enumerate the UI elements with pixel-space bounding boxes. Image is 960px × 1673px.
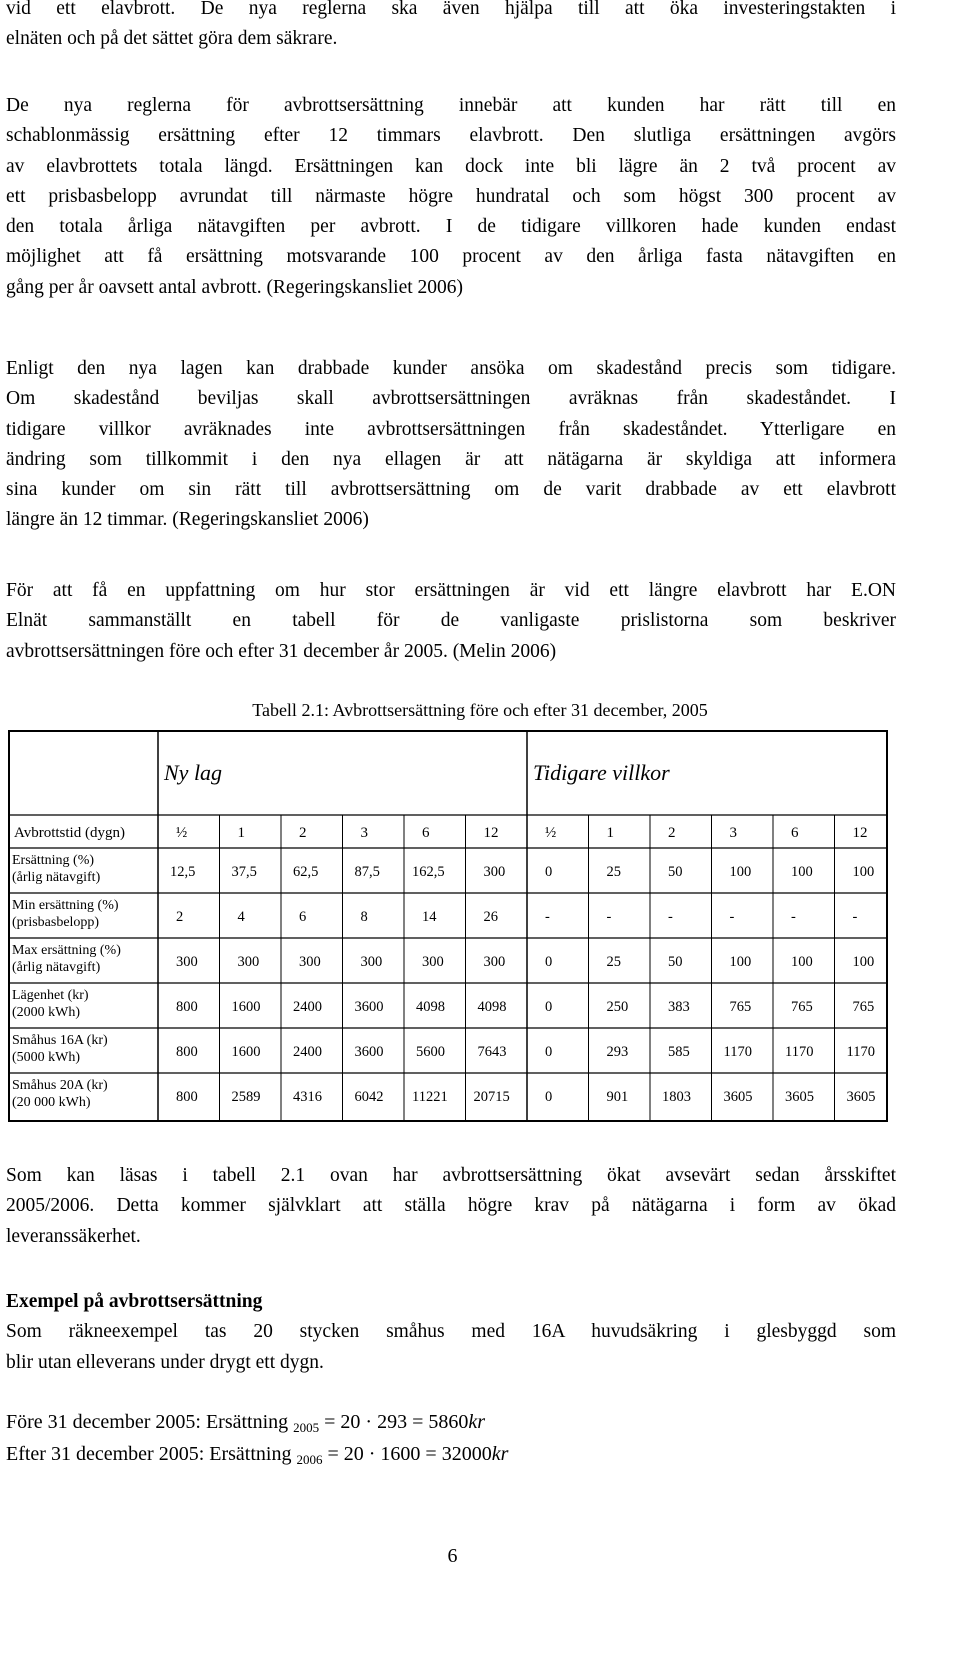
table-cell: 300 xyxy=(483,864,506,880)
table-cell: 5600 xyxy=(416,1044,445,1060)
text-line: gång per år oavsett antal avbrott. (Regeringskansliet 2006) xyxy=(6,276,464,298)
paragraph-3 xyxy=(6,354,896,536)
table-cell: 8 xyxy=(360,909,368,925)
formula-before xyxy=(6,1411,485,1436)
table-cell: 1803 xyxy=(662,1089,691,1105)
table-cell: 3605 xyxy=(723,1089,753,1105)
row-label: Min ersättning (%) xyxy=(12,898,119,913)
table-cell: 3605 xyxy=(785,1089,814,1105)
table-caption: Tabell 2.1: Avbrottsersättning före och efter 31 december, 2005 xyxy=(252,700,708,720)
table-cell: 300 xyxy=(237,954,260,970)
column-header: 1 xyxy=(606,825,614,841)
text-line: Om skadestånd beviljas skall avbrottsersättningen avräknas från skadeståndet. I xyxy=(6,388,896,410)
text-line: avbrottsersättningen före och efter 31 december år 2005. (Melin 2006) xyxy=(6,640,557,662)
table-cell: 162,5 xyxy=(412,864,445,880)
table-cell: 300 xyxy=(483,954,506,970)
section-heading: Exempel på avbrottsersättning xyxy=(6,1291,263,1312)
table-cell: 6042 xyxy=(354,1089,384,1105)
table-cell: 800 xyxy=(176,999,198,1015)
table-cell: 50 xyxy=(668,954,683,970)
table-cell: - xyxy=(791,909,796,925)
text-line: ett prisbasbelopp avrundat till närmaste högre hundratal och som högst 300 procent av xyxy=(6,185,896,207)
table-cell: 25 xyxy=(606,954,621,970)
table-cell: 585 xyxy=(668,1044,690,1060)
table-cell: 3600 xyxy=(354,999,384,1015)
text-line: vid ett elavbrott. De nya reglerna ska även hjälpa till att öka investeringstakten i xyxy=(6,0,896,19)
table-cell: 62,5 xyxy=(293,864,319,880)
row-label: (årlig nätavgift) xyxy=(12,960,101,975)
column-header: 3 xyxy=(360,825,368,841)
table-cell: - xyxy=(606,909,612,925)
table-cell: 0 xyxy=(545,1089,553,1105)
column-header: 2 xyxy=(668,825,676,841)
table-cell: 100 xyxy=(729,864,752,880)
text-line: av elavbrottets totala längd. Ersättningen kan dock inte bli lägre än 2 två procent av xyxy=(6,155,896,177)
table-cell: 0 xyxy=(545,954,553,970)
table-cell: 14 xyxy=(422,909,437,925)
table-cell: 0 xyxy=(545,1044,553,1060)
row-label: (prisbasbelopp) xyxy=(12,915,100,930)
table-cell: 6 xyxy=(299,909,307,925)
formula-expression: = 20 · 293 = 5860 xyxy=(319,1411,469,1433)
table-cell: 0 xyxy=(545,864,553,880)
table-cell: 800 xyxy=(176,1044,198,1060)
table-cell: 800 xyxy=(176,1089,198,1105)
table-cell: 3605 xyxy=(846,1089,876,1105)
table-cell: 4 xyxy=(237,909,245,925)
table-cell: 1170 xyxy=(785,1044,814,1060)
table-cell: 7643 xyxy=(477,1044,507,1060)
table-cell: 100 xyxy=(791,954,813,970)
table-cell: 37,5 xyxy=(231,864,257,880)
page-number: 6 xyxy=(447,1545,458,1567)
table-cell: 100 xyxy=(852,954,875,970)
table-cell: 300 xyxy=(176,954,198,970)
row-label: Ersättning (%) xyxy=(12,853,95,868)
text-line: leveranssäkerhet. xyxy=(6,1225,141,1247)
formula-expression: = 20 · 1600 = 32000 xyxy=(322,1443,492,1465)
row-label: Max ersättning (%) xyxy=(12,943,121,958)
formula-unit: kr xyxy=(468,1411,486,1433)
table-cell: 3600 xyxy=(354,1044,384,1060)
table-cell: 25 xyxy=(606,864,621,880)
text-line: sina kunder om sin rätt till avbrottsersättning om de varit drabbade av ett elavbrott xyxy=(6,479,896,501)
text-line: schablonmässig ersättning efter 12 timmars elavbrott. Den slutliga ersättningen avgörs xyxy=(6,125,896,147)
table-cell: 2 xyxy=(176,909,184,925)
column-header: 12 xyxy=(483,825,499,841)
table-cell: 87,5 xyxy=(354,864,380,880)
table-border xyxy=(9,731,887,1121)
column-header: 2 xyxy=(299,825,307,841)
table-cell: 2589 xyxy=(231,1089,261,1105)
formula-after xyxy=(6,1443,508,1468)
table-cell: 765 xyxy=(852,999,875,1015)
table-cell: 4098 xyxy=(477,999,507,1015)
text-line: längre än 12 timmar. (Regeringskansliet 2006) xyxy=(6,509,369,531)
formula-unit: kr xyxy=(491,1443,509,1465)
table-cell: - xyxy=(545,909,550,925)
paragraph-1 xyxy=(6,0,896,55)
table-cell: 293 xyxy=(606,1044,629,1060)
text-line: För att få en uppfattning om hur stor ersättningen är vid ett längre elavbrott har E.ON xyxy=(6,580,896,601)
table-cell: 765 xyxy=(729,999,752,1015)
table-cell: 1170 xyxy=(846,1044,875,1060)
column-header: ½ xyxy=(176,825,188,841)
text-line: ändring som tillkommit i den nya ellagen är att nätägarna är skyldiga att informera xyxy=(6,448,896,470)
text-line: Som räkneexempel tas 20 stycken småhus med 16A huvudsäkring i glesbyggd som xyxy=(6,1321,896,1343)
text-line: 2005/2006. Detta kommer självklart att ställa högre krav på nätägarna i form av ökad xyxy=(6,1195,896,1217)
table-cell: 100 xyxy=(852,864,875,880)
example-section xyxy=(6,1287,896,1378)
table-cell: 2400 xyxy=(293,1044,322,1060)
table-cell: 300 xyxy=(422,954,444,970)
table-cell: 383 xyxy=(668,999,690,1015)
text-line: Elnät sammanställt en tabell för de vanligaste prislistorna som beskriver xyxy=(6,610,896,632)
table-cell: 300 xyxy=(360,954,383,970)
table-cell: 2400 xyxy=(293,999,322,1015)
table-cell: 12,5 xyxy=(170,864,196,880)
column-header: 6 xyxy=(791,825,799,841)
column-header: 1 xyxy=(237,825,245,841)
row-label: (20 000 kWh) xyxy=(12,1095,91,1110)
row-label: (årlig nätavgift) xyxy=(12,870,101,885)
column-header: 12 xyxy=(852,825,868,841)
table-cell: 1170 xyxy=(723,1044,752,1060)
column-header: 6 xyxy=(422,825,430,841)
table-cell: 0 xyxy=(545,999,553,1015)
text-line: Enligt den nya lagen kan drabbade kunder ansöka om skadestånd precis som tidigare. xyxy=(6,358,896,379)
paragraph-5 xyxy=(6,1161,896,1252)
table-cell: 4316 xyxy=(293,1089,322,1105)
table-cell: 1600 xyxy=(231,1044,261,1060)
row-label: Småhus 16A (kr) xyxy=(12,1033,108,1048)
text-line: Som kan läsas i tabell 2.1 ovan har avbrottsersättning ökat avsevärt sedan årsskiftet xyxy=(6,1165,896,1186)
paragraph-2 xyxy=(6,91,896,303)
text-line: blir utan elleverans under drygt ett dygn. xyxy=(6,1351,324,1373)
table-cell: 50 xyxy=(668,864,683,880)
table-cell: 20715 xyxy=(473,1089,510,1105)
compensation-table xyxy=(8,730,888,1125)
table-cell: - xyxy=(729,909,735,925)
formula-subscript: 2005 xyxy=(293,1420,320,1435)
group-header-previous-terms: Tidigare villkor xyxy=(533,760,670,785)
table-cell: 901 xyxy=(606,1089,629,1105)
compensation-table-svg xyxy=(8,730,888,1125)
table-cell: - xyxy=(668,909,673,925)
table-cell: 100 xyxy=(791,864,813,880)
header-label: Avbrottstid (dygn) xyxy=(14,825,125,841)
text-line: möjlighet att få ersättning motsvarande 100 procent av den årliga fasta nätavgiften en xyxy=(6,246,896,268)
table-cell: 100 xyxy=(729,954,752,970)
table-cell: 250 xyxy=(606,999,629,1015)
group-header-new-law: Ny lag xyxy=(164,760,223,785)
text-line: tidigare villkor avräknades inte avbrottsersättningen från skadeståndet. Ytterligare en xyxy=(6,418,896,440)
text-line: elnäten och på det sättet göra dem säkrare. xyxy=(6,28,338,50)
row-label: Småhus 20A (kr) xyxy=(12,1078,108,1093)
text-line: den totala årliga nätavgiften per avbrott. I de tidigare villkoren hade kunden endast xyxy=(6,216,896,238)
row-label: Lägenhet (kr) xyxy=(12,988,89,1003)
table-cell: 4098 xyxy=(416,999,445,1015)
formula-prefix: Efter 31 december 2005: Ersättning xyxy=(6,1443,292,1465)
table-cell: 300 xyxy=(299,954,321,970)
row-label: (5000 kWh) xyxy=(12,1050,81,1065)
formula-subscript: 2006 xyxy=(296,1452,323,1467)
table-cell: 1600 xyxy=(231,999,261,1015)
column-header: 3 xyxy=(729,825,737,841)
row-label: (2000 kWh) xyxy=(12,1005,81,1020)
text-line: De nya reglerna för avbrottsersättning innebär att kunden har rätt till en xyxy=(6,95,896,116)
formula-prefix: Före 31 december 2005: Ersättning xyxy=(6,1411,289,1433)
paragraph-4 xyxy=(6,576,896,667)
table-cell: 11221 xyxy=(412,1089,448,1105)
table-cell: 26 xyxy=(483,909,498,925)
table-cell: 765 xyxy=(791,999,813,1015)
column-header: ½ xyxy=(545,825,557,841)
table-cell: - xyxy=(852,909,858,925)
